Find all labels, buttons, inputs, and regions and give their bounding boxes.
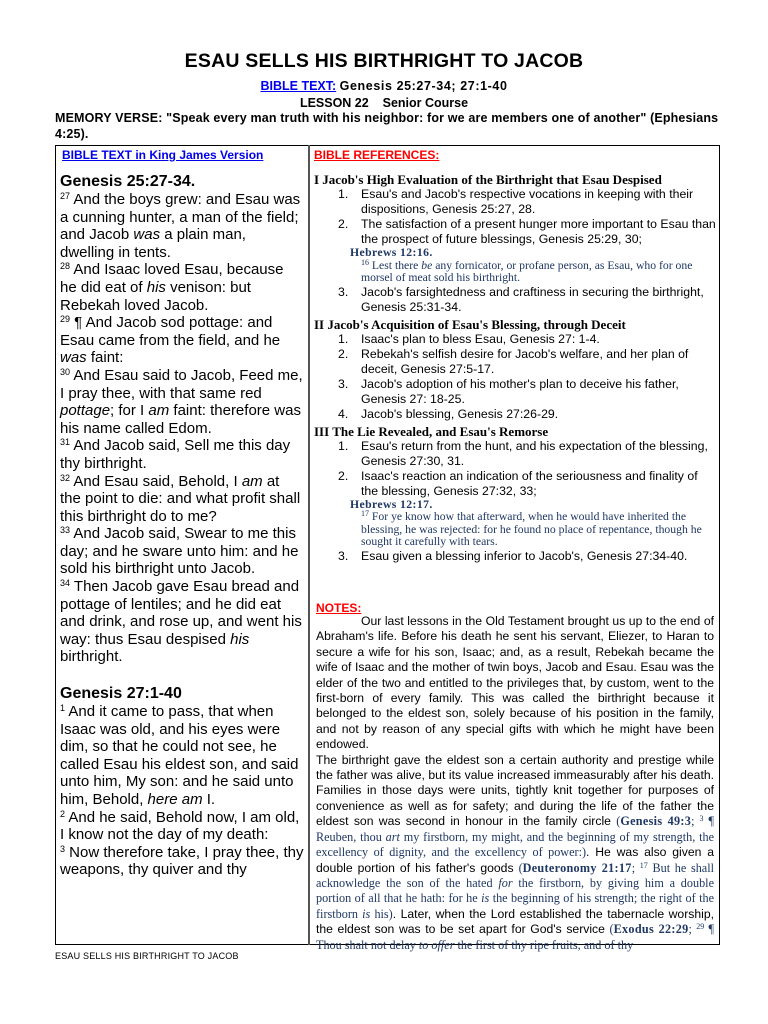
verse-number: 29: [60, 314, 71, 325]
reference-points: [314, 187, 716, 315]
verse-list: [60, 191, 304, 666]
cross-reference-text: $^{17}$ For ye know how that afterward, when he would have inherited the blessing, he was rejected: for he found no place of repentance, though he sought it carefully with tears.: [361, 509, 702, 548]
verse-number: 1: [60, 703, 66, 714]
column-divider: [308, 145, 310, 945]
point-number: 3.: [338, 284, 349, 299]
point-text: Jacob's blessing, Genesis 27:26-29.: [361, 406, 559, 421]
point-text: Jacob's farsightedness and craftiness in securing the birthright, Genesis 25:31-34.: [361, 284, 704, 314]
cross-reference: Hebrews 12:16.: [350, 246, 433, 259]
cross-reference: Hebrews 12:17.: [350, 497, 433, 511]
reference-point: [314, 469, 716, 499]
verse: $^{30}$ And Esau said to Jacob, Feed me, I pray thee, with that same red pottage; for I am faint: therefore was his name called Edom.: [60, 366, 303, 437]
bible-references-heading: BIBLE REFERENCES:: [314, 148, 440, 162]
passage-reference: Genesis 27:1-40: [60, 685, 182, 703]
point-text: Jacob's adoption of his mother's plan to deceive his father, Genesis 27: 18-25.: [361, 376, 679, 406]
reference-point: [314, 285, 716, 315]
point-number: 1.: [338, 187, 349, 201]
verse-number: 30: [60, 366, 71, 377]
point-number: 3.: [338, 548, 349, 563]
verse-number: 33: [60, 525, 71, 536]
reference-points: [314, 439, 716, 564]
verse: $^{32}$ And Esau said, Behold, I am at the point to die: and what profit shall this birthright do to me?: [60, 472, 301, 525]
point-text: Esau's return from the hunt, and his expectation of the blessing, Genesis 27:30, 31.: [361, 438, 708, 468]
cross-reference-text: $^{16}$ Lest there be any fornicator, or profane person, as Esau, who for one morsel of meat sold his birthright.: [361, 257, 693, 284]
page-title: ESAU SELLS HIS BIRTHRIGHT TO JACOB: [184, 50, 584, 72]
reference-section-title: III The Lie Revealed, and Esau's Remorse: [314, 423, 549, 439]
point-number: 1.: [338, 438, 349, 453]
notes-heading: NOTES:: [316, 601, 362, 615]
passages: [60, 172, 304, 879]
bible-text-line: [0, 79, 768, 93]
verse: $^{29}$ ¶ And Jacob sod pottage: and Esau came from the field, and he was faint:: [60, 314, 281, 367]
point-number: 3.: [338, 376, 349, 391]
reference-point: [314, 332, 716, 347]
point-text: Esau's and Jacob's respective vocations in keeping with their dispositions, Genesis 25:27, 28.: [361, 187, 694, 216]
notes-paragraph: The birthright gave the eldest son a certain authority and prestige while the father was alive, but its value increased immeasurably after his death. Families in those days were units, tightly knit together for purposes of convenience as well as for safety; and during the life of the father the eldest son was second in honour in the family circle (Genesis 49:3; $^3$ ¶ Reuben, thou art my firstborn, my might, and the beginning of my strength, the excellency of dignity, and the excellency of power:). He was also given a double portion of his father's goods (Deuteronomy 21:17; $^{17}$ But he shall acknowledge the son of the hated for the firstborn, by giving him a double portion of all that he hath: for he is the beginning of his strength; the right of the firstborn is his). Later, when the Lord established the tabernacle worship, the eldest son was to be set apart for God's service (Exodus 22:29; $^{29}$ ¶ Thou shalt not delay to offer the first of thy ripe fruits, and of thy: [316, 752, 715, 952]
bible-text-refs: Genesis 25:27-34; 27:1-40: [339, 79, 508, 93]
lesson-text: LESSON 22 Senior Course: [299, 96, 469, 110]
verse-number: 3: [60, 843, 66, 854]
page-footer: ESAU SELLS HIS BIRTHRIGHT TO JACOB: [55, 951, 239, 961]
bible-text-link[interactable]: BIBLE TEXT:: [260, 79, 337, 93]
verse-number: 32: [60, 472, 71, 483]
point-number: 4.: [338, 406, 349, 421]
point-number: 1.: [338, 331, 349, 346]
reference-section-title: II Jacob's Acquisition of Esau's Blessing, through Deceit: [314, 316, 626, 332]
reference-point: [314, 347, 716, 377]
verse: $^{31}$ And Jacob said, Sell me this day thy birthright.: [60, 437, 291, 472]
reference-point: [314, 439, 716, 469]
verse: $^{34}$ Then Jacob gave Esau bread and pottage of lentiles; and he did eat and drink, and rose up, and went his way: thus Esau despised his birthright.: [60, 578, 302, 666]
verse: $^3$ Now therefore take, I pray thee, thy weapons, thy quiver and thy: [60, 843, 304, 879]
reference-point: [314, 217, 716, 247]
lesson-label: [0, 96, 768, 110]
reference-point: [314, 187, 716, 217]
verse: $^1$ And it came to pass, that when Isaac was old, and his eyes were dim, so that he could not see, he called Esau his eldest son, and said unto him, My son: and he said unto him, Behold, here am I.: [60, 703, 299, 808]
bible-references-column: [314, 148, 716, 564]
point-text: The satisfaction of a present hunger more important to Esau than the prospect of future blessings, Genesis 25:29, 30;: [361, 217, 716, 246]
point-text: Isaac's reaction an indication of the seriousness and finality of the blessing, Genesis 27:32, 33;: [361, 468, 698, 498]
verse: $^2$ And he said, Behold now, I am old, I know not the day of my death:: [60, 808, 300, 844]
reference-point: [314, 407, 716, 422]
point-number: 2.: [338, 468, 349, 483]
verse: $^{28}$ And Isaac loved Esau, because he did eat of his venison: but Rebekah loved Jacob.: [60, 261, 284, 314]
bible-text-heading[interactable]: BIBLE TEXT in King James Version: [62, 148, 264, 162]
point-text: Isaac's plan to bless Esau, Genesis 27: 1-4.: [361, 331, 600, 346]
verse: $^{33}$ And Jacob said, Swear to me this day; and he sware unto him: and he sold his birthright unto Jacob.: [60, 525, 299, 578]
reference-section-title: I Jacob's High Evaluation of the Birthright that Esau Despised: [314, 172, 662, 187]
verse-number: 27: [60, 191, 71, 201]
passage-reference: Genesis 25:27-34.: [60, 173, 196, 190]
reference-points: [314, 332, 716, 422]
verse-number: 28: [60, 261, 71, 272]
point-text: Esau given a blessing inferior to Jacob's, Genesis 27:34-40.: [361, 548, 688, 563]
memory-verse: MEMORY VERSE: "Speak every man truth with his neighbor: for we are members one of another" (Ephesians 4:25).: [55, 111, 719, 141]
point-number: 2.: [338, 346, 349, 361]
notes-body: [316, 614, 714, 953]
verse: $^{27}$ And the boys grew: and Esau was a cunning hunter, a man of the field; and Jacob was a plain man, dwelling in tents.: [60, 191, 301, 261]
reference-point: [314, 549, 716, 564]
point-text: Rebekah's selfish desire for Jacob's welfare, and her plan of deceit, Genesis 27:5-17.: [361, 346, 689, 376]
notes-paragraph: Our last lessons in the Old Testament brought us up to the end of Abraham's life. Before his death he sent his servant, Eliezer, to Haran to secure a wife for his son, Isaac; and, as a result, Rebekah became the wife of Isaac and the mother of twin boys, Jacob and Esau. Esau was the elder of the two and entitled to the privileges that, by custom, went to the first-born of every family. This was called the birthright because it belonged to the eldest son, solely because of his position in the family, and not by reason of any special gifts with which he might have been endowed.: [316, 614, 714, 752]
verse-number: 31: [60, 437, 71, 448]
reference-sections: [314, 172, 716, 564]
verse-number: 34: [60, 578, 71, 589]
bible-text-column: [60, 148, 304, 879]
reference-point: [314, 377, 716, 407]
verse-list: [60, 703, 304, 879]
point-number: 2.: [338, 217, 349, 231]
verse-number: 2: [60, 808, 66, 819]
